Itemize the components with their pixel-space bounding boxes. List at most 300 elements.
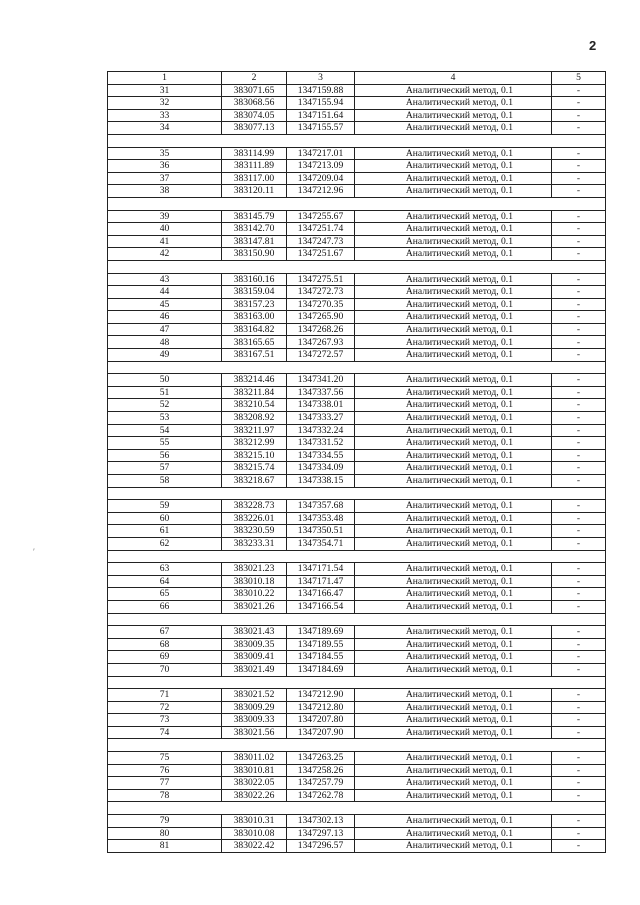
table-cell-col5: - <box>552 273 606 286</box>
table-cell-col2: 383215.10 <box>222 449 287 462</box>
table-row <box>108 475 606 488</box>
table-row <box>108 663 606 676</box>
table-cell-col1: 81 <box>108 840 222 853</box>
group-separator-row <box>108 487 606 500</box>
table-cell-col1: 70 <box>108 663 222 676</box>
table-row <box>108 689 606 702</box>
table-cell-col5: - <box>552 323 606 336</box>
table-cell-col2: 383010.31 <box>222 815 287 828</box>
table-cell-col4: Аналитический метод, 0.1 <box>355 449 552 462</box>
table-cell-col4: Аналитический метод, 0.1 <box>355 235 552 248</box>
table-row <box>108 349 606 362</box>
table-cell-col5: - <box>552 122 606 135</box>
table-cell-col3: 1347251.67 <box>287 248 355 261</box>
table-cell-col1: 76 <box>108 764 222 777</box>
table-cell-col4: Аналитический метод, 0.1 <box>355 323 552 336</box>
table-cell-col4: Аналитический метод, 0.1 <box>355 122 552 135</box>
table-cell-col5: - <box>552 109 606 122</box>
table-cell-col4: Аналитический метод, 0.1 <box>355 563 552 576</box>
table-cell-col3: 1347151.64 <box>287 109 355 122</box>
table-cell-col3: 1347354.71 <box>287 537 355 550</box>
table-cell-col4: Аналитический метод, 0.1 <box>355 701 552 714</box>
table-cell-col3: 1347334.55 <box>287 449 355 462</box>
table-cell-col1: 50 <box>108 374 222 387</box>
table-row <box>108 777 606 790</box>
table-cell-col2: 383077.13 <box>222 122 287 135</box>
table-cell-col2: 383145.79 <box>222 210 287 223</box>
table-cell-col5: - <box>552 764 606 777</box>
table-cell-col4: Аналитический метод, 0.1 <box>355 663 552 676</box>
table-cell-col1: 45 <box>108 298 222 311</box>
group-separator-row <box>108 361 606 374</box>
table-cell-col2: 383208.92 <box>222 412 287 425</box>
table-row <box>108 386 606 399</box>
table-cell-col5: - <box>552 185 606 198</box>
table-cell-col5: - <box>552 286 606 299</box>
table-row <box>108 210 606 223</box>
table-row <box>108 399 606 412</box>
group-separator-row <box>108 739 606 752</box>
table-cell-col5: - <box>552 298 606 311</box>
header-cell-4: 4 <box>355 72 552 85</box>
table-cell-col2: 383228.73 <box>222 500 287 513</box>
table-cell-col5: - <box>552 600 606 613</box>
group-separator-row <box>108 550 606 563</box>
table-cell-col3: 1347209.04 <box>287 172 355 185</box>
table-cell-col2: 383117.00 <box>222 172 287 185</box>
table-cell-col2: 383010.81 <box>222 764 287 777</box>
header-row <box>108 72 606 85</box>
table-cell-col2: 383021.43 <box>222 626 287 639</box>
table-cell-col5: - <box>552 462 606 475</box>
table-cell-col4: Аналитический метод, 0.1 <box>355 223 552 236</box>
table-cell-col2: 383233.31 <box>222 537 287 550</box>
table-cell-col4: Аналитический метод, 0.1 <box>355 109 552 122</box>
table-cell-col2: 383159.04 <box>222 286 287 299</box>
table-cell-col1: 41 <box>108 235 222 248</box>
table-cell-col5: - <box>552 386 606 399</box>
table-cell-col5: - <box>552 311 606 324</box>
table-cell-col3: 1347217.01 <box>287 147 355 160</box>
table-row <box>108 588 606 601</box>
table-cell-col2: 383150.90 <box>222 248 287 261</box>
table-cell-col2: 383009.29 <box>222 701 287 714</box>
table-row <box>108 714 606 727</box>
table-cell-col1: 55 <box>108 437 222 450</box>
table-cell-col3: 1347262.78 <box>287 789 355 802</box>
table-row <box>108 273 606 286</box>
table-cell-col2: 383074.05 <box>222 109 287 122</box>
table-cell-col5: - <box>552 563 606 576</box>
table-cell-col2: 383230.59 <box>222 525 287 538</box>
table-cell-col5: - <box>552 588 606 601</box>
separator-cell <box>108 739 606 752</box>
table-cell-col4: Аналитический метод, 0.1 <box>355 311 552 324</box>
group-separator-row <box>108 197 606 210</box>
table-cell-col1: 59 <box>108 500 222 513</box>
table-cell-col5: - <box>552 412 606 425</box>
table-cell-col2: 383147.81 <box>222 235 287 248</box>
table-cell-col4: Аналитический метод, 0.1 <box>355 399 552 412</box>
header-cell-2: 2 <box>222 72 287 85</box>
table-cell-col3: 1347263.25 <box>287 752 355 765</box>
table-cell-col3: 1347275.51 <box>287 273 355 286</box>
table-cell-col4: Аналитический метод, 0.1 <box>355 777 552 790</box>
table-cell-col1: 36 <box>108 160 222 173</box>
table-cell-col5: - <box>552 815 606 828</box>
table-cell-col3: 1347189.69 <box>287 626 355 639</box>
table-cell-col2: 383218.67 <box>222 475 287 488</box>
table-cell-col4: Аналитический метод, 0.1 <box>355 726 552 739</box>
table-cell-col4: Аналитический метод, 0.1 <box>355 588 552 601</box>
table-cell-col4: Аналитический метод, 0.1 <box>355 840 552 853</box>
table-row <box>108 449 606 462</box>
table-row <box>108 626 606 639</box>
table-cell-col1: 57 <box>108 462 222 475</box>
table-row <box>108 147 606 160</box>
table-row <box>108 789 606 802</box>
table-cell-col3: 1347184.55 <box>287 651 355 664</box>
table-cell-col4: Аналитический метод, 0.1 <box>355 374 552 387</box>
table-cell-col1: 63 <box>108 563 222 576</box>
table-cell-col4: Аналитический метод, 0.1 <box>355 185 552 198</box>
table-cell-col1: 54 <box>108 424 222 437</box>
table-cell-col5: - <box>552 525 606 538</box>
table-cell-col4: Аналитический метод, 0.1 <box>355 512 552 525</box>
table-row <box>108 701 606 714</box>
table-cell-col1: 80 <box>108 827 222 840</box>
table-cell-col2: 383021.23 <box>222 563 287 576</box>
table-cell-col1: 42 <box>108 248 222 261</box>
table-cell-col3: 1347272.73 <box>287 286 355 299</box>
table-cell-col2: 383210.54 <box>222 399 287 412</box>
table-cell-col3: 1347212.90 <box>287 689 355 702</box>
table-cell-col3: 1347338.01 <box>287 399 355 412</box>
table-cell-col2: 383215.74 <box>222 462 287 475</box>
table-cell-col3: 1347166.47 <box>287 588 355 601</box>
table-cell-col1: 49 <box>108 349 222 362</box>
table-cell-col1: 47 <box>108 323 222 336</box>
table-cell-col3: 1347171.54 <box>287 563 355 576</box>
table-cell-col4: Аналитический метод, 0.1 <box>355 298 552 311</box>
table-cell-col2: 383160.16 <box>222 273 287 286</box>
table-cell-col2: 383010.22 <box>222 588 287 601</box>
table-cell-col1: 67 <box>108 626 222 639</box>
table-cell-col3: 1347207.80 <box>287 714 355 727</box>
table-cell-col3: 1347341.20 <box>287 374 355 387</box>
table-cell-col4: Аналитический метод, 0.1 <box>355 273 552 286</box>
separator-cell <box>108 676 606 689</box>
table-row <box>108 235 606 248</box>
table-cell-col2: 383211.84 <box>222 386 287 399</box>
table-row <box>108 827 606 840</box>
table-cell-col4: Аналитический метод, 0.1 <box>355 386 552 399</box>
table-cell-col3: 1347296.57 <box>287 840 355 853</box>
table-cell-col5: - <box>552 537 606 550</box>
table-cell-col2: 383071.65 <box>222 84 287 97</box>
table-cell-col1: 44 <box>108 286 222 299</box>
table-cell-col4: Аналитический метод, 0.1 <box>355 500 552 513</box>
table-cell-col2: 383022.26 <box>222 789 287 802</box>
table-cell-col3: 1347251.74 <box>287 223 355 236</box>
table-cell-col3: 1347257.79 <box>287 777 355 790</box>
table-cell-col4: Аналитический метод, 0.1 <box>355 789 552 802</box>
table-cell-col3: 1347184.69 <box>287 663 355 676</box>
table-cell-col3: 1347297.13 <box>287 827 355 840</box>
table-cell-col2: 383211.97 <box>222 424 287 437</box>
table-cell-col2: 383068.56 <box>222 97 287 110</box>
table-row <box>108 752 606 765</box>
table-cell-col2: 383163.00 <box>222 311 287 324</box>
table-cell-col2: 383021.49 <box>222 663 287 676</box>
table-row <box>108 537 606 550</box>
page-number: 2 <box>589 38 597 53</box>
table-cell-col1: 78 <box>108 789 222 802</box>
table-row <box>108 323 606 336</box>
table-cell-col4: Аналитический метод, 0.1 <box>355 651 552 664</box>
table-cell-col1: 32 <box>108 97 222 110</box>
table-cell-col2: 383021.56 <box>222 726 287 739</box>
table-row <box>108 563 606 576</box>
table-cell-col3: 1347268.26 <box>287 323 355 336</box>
table-cell-col5: - <box>552 777 606 790</box>
header-cell-5: 5 <box>552 72 606 85</box>
table-cell-col1: 77 <box>108 777 222 790</box>
table-cell-col3: 1347207.90 <box>287 726 355 739</box>
table-cell-col3: 1347255.67 <box>287 210 355 223</box>
separator-cell <box>108 361 606 374</box>
table-cell-col4: Аналитический метод, 0.1 <box>355 714 552 727</box>
table-cell-col1: 58 <box>108 475 222 488</box>
table-cell-col5: - <box>552 424 606 437</box>
table-row <box>108 122 606 135</box>
group-separator-row <box>108 134 606 147</box>
table-row <box>108 600 606 613</box>
table-row <box>108 638 606 651</box>
table-cell-col4: Аналитический метод, 0.1 <box>355 827 552 840</box>
separator-cell <box>108 134 606 147</box>
table-cell-col4: Аналитический метод, 0.1 <box>355 638 552 651</box>
table-cell-col5: - <box>552 651 606 664</box>
table-cell-col3: 1347272.57 <box>287 349 355 362</box>
table-cell-col1: 52 <box>108 399 222 412</box>
table-cell-col5: - <box>552 789 606 802</box>
table-cell-col5: - <box>552 172 606 185</box>
table-row <box>108 84 606 97</box>
table-cell-col5: - <box>552 663 606 676</box>
table-cell-col2: 383111.89 <box>222 160 287 173</box>
table-cell-col5: - <box>552 160 606 173</box>
table-cell-col5: - <box>552 349 606 362</box>
table-cell-col1: 62 <box>108 537 222 550</box>
group-separator-row <box>108 260 606 273</box>
table-cell-col5: - <box>552 638 606 651</box>
table-cell-col3: 1347270.35 <box>287 298 355 311</box>
table-cell-col5: - <box>552 840 606 853</box>
table-cell-col4: Аналитический метод, 0.1 <box>355 537 552 550</box>
table-cell-col3: 1347267.93 <box>287 336 355 349</box>
table-row <box>108 512 606 525</box>
table-cell-col1: 38 <box>108 185 222 198</box>
table-cell-col3: 1347212.96 <box>287 185 355 198</box>
table-cell-col4: Аналитический метод, 0.1 <box>355 600 552 613</box>
table-cell-col3: 1347159.88 <box>287 84 355 97</box>
table-cell-col3: 1347350.51 <box>287 525 355 538</box>
table-cell-col4: Аналитический метод, 0.1 <box>355 84 552 97</box>
table-row <box>108 311 606 324</box>
table-cell-col4: Аналитический метод, 0.1 <box>355 752 552 765</box>
table-cell-col3: 1347213.09 <box>287 160 355 173</box>
table-cell-col2: 383165.65 <box>222 336 287 349</box>
table-row <box>108 160 606 173</box>
table-cell-col2: 383010.08 <box>222 827 287 840</box>
separator-cell <box>108 487 606 500</box>
table-cell-col2: 383022.05 <box>222 777 287 790</box>
table-cell-col3: 1347265.90 <box>287 311 355 324</box>
table-cell-col1: 73 <box>108 714 222 727</box>
separator-cell <box>108 260 606 273</box>
table-cell-col4: Аналитический метод, 0.1 <box>355 160 552 173</box>
table-cell-col2: 383120.11 <box>222 185 287 198</box>
table-cell-col4: Аналитический метод, 0.1 <box>355 525 552 538</box>
table-cell-col3: 1347338.15 <box>287 475 355 488</box>
table-cell-col4: Аналитический метод, 0.1 <box>355 210 552 223</box>
table-cell-col5: - <box>552 714 606 727</box>
coordinates-table <box>107 71 606 853</box>
table-row <box>108 815 606 828</box>
group-separator-row <box>108 676 606 689</box>
table-cell-col2: 383009.35 <box>222 638 287 651</box>
table-cell-col1: 66 <box>108 600 222 613</box>
table-row <box>108 575 606 588</box>
table-cell-col3: 1347189.55 <box>287 638 355 651</box>
table-cell-col4: Аналитический метод, 0.1 <box>355 147 552 160</box>
table-cell-col2: 383167.51 <box>222 349 287 362</box>
table-cell-col2: 383214.46 <box>222 374 287 387</box>
table-row <box>108 286 606 299</box>
table-cell-col1: 51 <box>108 386 222 399</box>
separator-cell <box>108 550 606 563</box>
table-cell-col5: - <box>552 701 606 714</box>
table-cell-col1: 79 <box>108 815 222 828</box>
table-cell-col3: 1347155.94 <box>287 97 355 110</box>
table-row <box>108 840 606 853</box>
table-row <box>108 223 606 236</box>
table-cell-col4: Аналитический метод, 0.1 <box>355 462 552 475</box>
table-cell-col1: 34 <box>108 122 222 135</box>
table-cell-col4: Аналитический метод, 0.1 <box>355 689 552 702</box>
table-cell-col5: - <box>552 97 606 110</box>
table-cell-col3: 1347331.52 <box>287 437 355 450</box>
table-cell-col3: 1347353.48 <box>287 512 355 525</box>
table-cell-col5: - <box>552 827 606 840</box>
table-row <box>108 462 606 475</box>
table-cell-col3: 1347333.27 <box>287 412 355 425</box>
table-cell-col4: Аналитический метод, 0.1 <box>355 336 552 349</box>
table-cell-col1: 68 <box>108 638 222 651</box>
table-row <box>108 97 606 110</box>
table-cell-col5: - <box>552 336 606 349</box>
table-cell-col4: Аналитический метод, 0.1 <box>355 349 552 362</box>
table-row <box>108 412 606 425</box>
table-body <box>108 84 606 852</box>
table-cell-col5: - <box>552 223 606 236</box>
table-cell-col1: 56 <box>108 449 222 462</box>
table-cell-col3: 1347332.24 <box>287 424 355 437</box>
table-row <box>108 172 606 185</box>
table-cell-col5: - <box>552 726 606 739</box>
table-cell-col5: - <box>552 147 606 160</box>
table-cell-col5: - <box>552 512 606 525</box>
table-cell-col5: - <box>552 500 606 513</box>
table-cell-col1: 43 <box>108 273 222 286</box>
table-cell-col4: Аналитический метод, 0.1 <box>355 764 552 777</box>
table-cell-col3: 1347302.13 <box>287 815 355 828</box>
table-cell-col1: 40 <box>108 223 222 236</box>
header-cell-1: 1 <box>108 72 222 85</box>
table-row <box>108 109 606 122</box>
table-cell-col5: - <box>552 752 606 765</box>
table-cell-col2: 383212.99 <box>222 437 287 450</box>
table-cell-col4: Аналитический метод, 0.1 <box>355 286 552 299</box>
table-row <box>108 248 606 261</box>
table-row <box>108 651 606 664</box>
table-cell-col1: 60 <box>108 512 222 525</box>
table-cell-col1: 53 <box>108 412 222 425</box>
table-cell-col2: 383164.82 <box>222 323 287 336</box>
header-cell-3: 3 <box>287 72 355 85</box>
table-cell-col5: - <box>552 626 606 639</box>
table-cell-col4: Аналитический метод, 0.1 <box>355 424 552 437</box>
table-cell-col3: 1347334.09 <box>287 462 355 475</box>
table-cell-col5: - <box>552 449 606 462</box>
group-separator-row <box>108 802 606 815</box>
table-cell-col5: - <box>552 210 606 223</box>
group-separator-row <box>108 613 606 626</box>
table-cell-col1: 46 <box>108 311 222 324</box>
table-cell-col3: 1347337.56 <box>287 386 355 399</box>
table-cell-col5: - <box>552 374 606 387</box>
table-row <box>108 185 606 198</box>
table-cell-col2: 383011.02 <box>222 752 287 765</box>
table-cell-col4: Аналитический метод, 0.1 <box>355 626 552 639</box>
table-cell-col3: 1347166.54 <box>287 600 355 613</box>
table-cell-col1: 72 <box>108 701 222 714</box>
table-cell-col2: 383021.52 <box>222 689 287 702</box>
table-row <box>108 437 606 450</box>
table-cell-col5: - <box>552 575 606 588</box>
table-cell-col5: - <box>552 235 606 248</box>
table-cell-col4: Аналитический метод, 0.1 <box>355 575 552 588</box>
table-cell-col2: 383022.42 <box>222 840 287 853</box>
table-cell-col1: 65 <box>108 588 222 601</box>
table-row <box>108 298 606 311</box>
table-cell-col1: 35 <box>108 147 222 160</box>
table-cell-col4: Аналитический метод, 0.1 <box>355 437 552 450</box>
table-cell-col3: 1347357.68 <box>287 500 355 513</box>
table-cell-col1: 71 <box>108 689 222 702</box>
table-cell-col5: - <box>552 84 606 97</box>
table-cell-col5: - <box>552 689 606 702</box>
table-cell-col3: 1347171.47 <box>287 575 355 588</box>
table-row <box>108 764 606 777</box>
table-cell-col2: 383114.99 <box>222 147 287 160</box>
table-cell-col3: 1347212.80 <box>287 701 355 714</box>
table-cell-col4: Аналитический метод, 0.1 <box>355 97 552 110</box>
table-row <box>108 374 606 387</box>
stray-mark: ′ <box>33 547 35 557</box>
table-cell-col3: 1347155.57 <box>287 122 355 135</box>
